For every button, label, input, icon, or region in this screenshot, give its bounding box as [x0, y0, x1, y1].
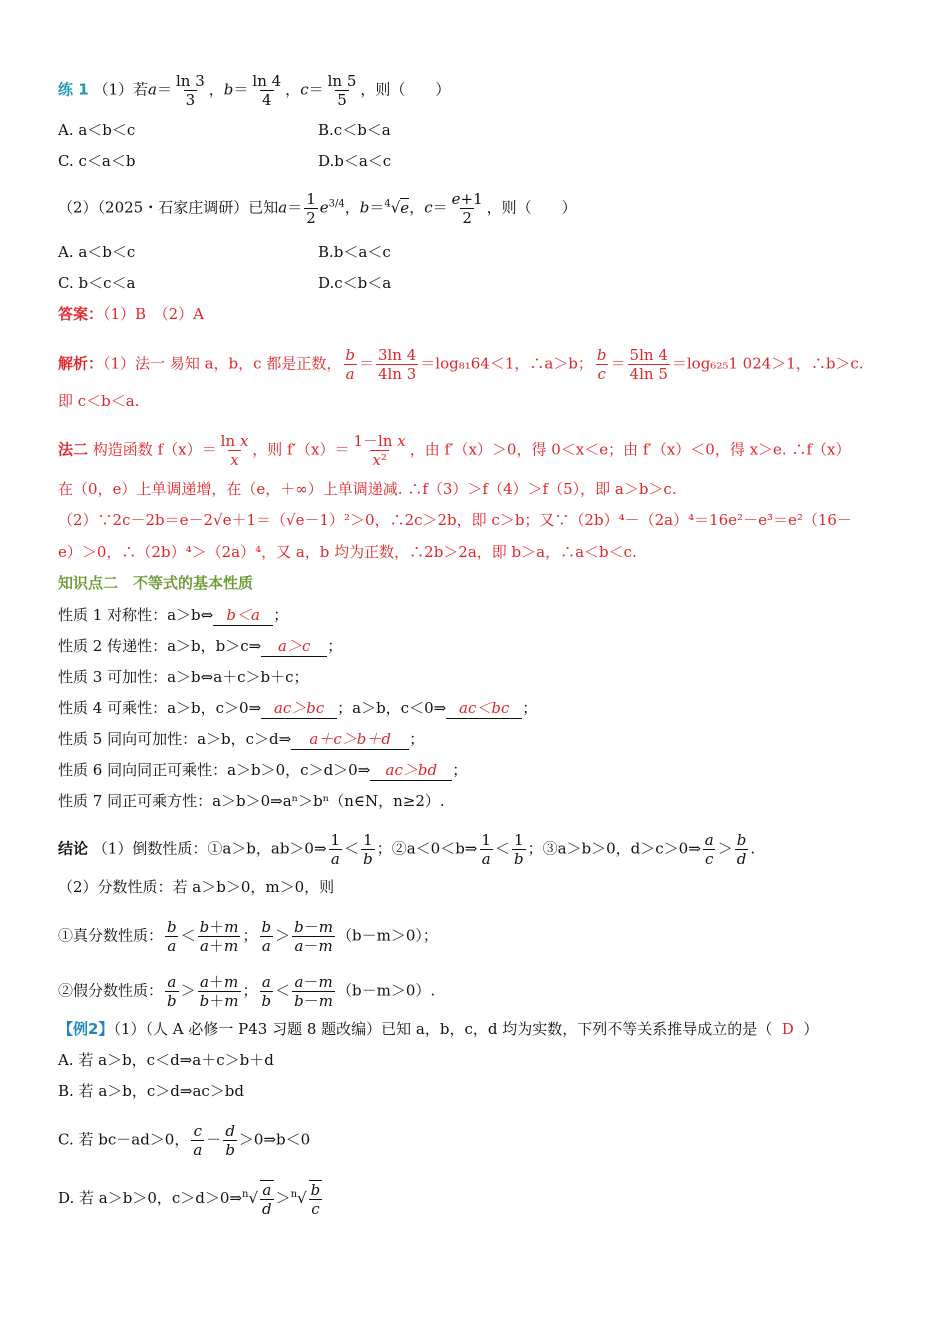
answer-line: 答案：（1）B （2）A	[58, 305, 204, 323]
example2-option-b: B. 若 a＞b，c＞d⇒ac＞bd	[58, 1082, 244, 1100]
q1-option-b: B.c＜b＜a	[318, 121, 391, 139]
example2-option-c: C. 若 bc－ad＞0， $\frac{c}{a}$ － $\frac{d}{b}$ ＞0⇒b＜0	[58, 1122, 311, 1159]
property-6: 性质 6 同向同正可乘性：a＞b＞0，c＞d＞0⇒ ac＞bd ；	[58, 761, 468, 779]
analysis-method1: 解析：（1）法一 易知 a，b，c 都是正数， $\frac{b}{a}$ ＝ $\frac{3\ln 4}{4\ln 3}$ ＝log₈₁64＜1，∴a＞b； $\frac{b}{c}$ ＝ $\frac{5\ln 4}{4\ln 5}$ ＝log₆₂₅1 024＞1，∴b＞c.	[58, 346, 864, 383]
frac-ln5: $\frac{\ln 5}{5}$	[327, 72, 357, 109]
example2-question: 【例2】（1）（人 A 必修一 P43 习题 8 题改编）已知 a，b，c，d 均为实数，下列不等关系推导成立的是（ D ）	[58, 1020, 819, 1038]
practice1-q2: （2）（2025・石家庄调研）已知a＝ $\frac{1}{2}$ $e^{3/4}$，b＝$^4$√e，c＝ $\frac{e+1}{2}$ ，则（ ）	[58, 190, 577, 227]
practice1-q1: 练 1 （1）若a＝ $\frac{\ln 3}{3}$ ，b＝ $\frac{\ln 4}{4}$ ，c＝ $\frac{\ln 5}{5}$ ，则（ ）	[58, 72, 451, 109]
analysis-m1-conclusion: 即 c＜b＜a.	[58, 392, 140, 410]
knowledge-title: 知识点二 不等式的基本性质	[58, 574, 254, 592]
conclusion-1: 结论 （1）倒数性质：①a＞b，ab＞0⇒ $\frac{1}{a}$ ＜ $\frac{1}{b}$ ；②a＜0＜b⇒ $\frac{1}{a}$ ＜ $\frac{1}{b}$ ；③a＞b＞0，d＞c＞0⇒ $\frac{a}{c}$ ＞ $\frac{b}{d}$ .	[58, 831, 756, 868]
q1-option-c: C. c＜a＜b	[58, 152, 136, 170]
analysis-m2-line2: 在（0，e）上单调递增，在（e，＋∞）上单调递减. ∴f（3）＞f（4）＞f（5），即 a＞b＞c.	[58, 480, 677, 498]
practice-label: 练 1	[58, 80, 89, 99]
q2-option-c: C. b＜c＜a	[58, 274, 136, 292]
q2-option-d: D.c＜b＜a	[318, 274, 392, 292]
q2-option-a: A. a＜b＜c	[58, 243, 136, 261]
frac-ln4: $\frac{\ln 4}{4}$	[252, 72, 282, 109]
analysis-part2-line2: e）＞0，∴（2b）⁴＞（2a）⁴，又 a，b 均为正数，∴2b＞2a，即 b＞a，∴a＜b＜c.	[58, 543, 637, 561]
example2-option-d: D. 若 a＞b＞0，c＞d＞0⇒$^n$√ $\frac{a}{d}$ ＞$^n$√ $\frac{b}{c}$	[58, 1181, 321, 1218]
q1-option-d: D.b＜a＜c	[318, 152, 392, 170]
property-2: 性质 2 传递性：a＞b，b＞c⇒ a＞c ；	[58, 637, 343, 655]
property-1: 性质 1 对称性：a＞b⇔ b＜a ；	[58, 606, 289, 624]
q2-option-b: B.b＜a＜c	[318, 243, 391, 261]
analysis-part2-line1: （2）∵2c－2b＝e－2√e＋1＝（√e－1）²＞0，∴2c＞2b，即 c＞b；又∵（2b）⁴－（2a）⁴＝16e²－e³＝e²（16－	[58, 511, 852, 529]
property-3: 性质 3 可加性：a＞b⇔a＋c＞b＋c；	[58, 668, 309, 686]
frac-ln3: $\frac{\ln 3}{3}$	[175, 72, 205, 109]
property-5: 性质 5 同向可加性：a＞b，c＞d⇒ a＋c＞b＋d ；	[58, 730, 425, 748]
analysis-method2: 法二 构造函数 f（x）＝ $\frac{\text{ln x}}{x}$ ，则 f′（x）＝ $\frac{\text{1－ln x}}{\text{x²}}$ ，由 f′（x）＞0，得 0＜x＜e；由 f′（x）＜0，得 x＞e. ∴f（x）	[58, 432, 851, 469]
q1-option-a: A. a＜b＜c	[58, 121, 136, 139]
property-4: 性质 4 可乘性：a＞b，c＞0⇒ ac＞bc ；a＞b，c＜0⇒ ac＜bc ；	[58, 699, 538, 717]
property-7: 性质 7 同正可乘方性：a＞b＞0⇒aⁿ＞bⁿ（n∈N，n≥2）.	[58, 792, 445, 810]
conclusion-2-2: ②假分数性质： $\frac{a}{b}$ ＞ $\frac{a+m}{b+m}$ ； $\frac{a}{b}$ ＜ $\frac{a-m}{b-m}$ （b－m＞0）.	[58, 973, 436, 1010]
conclusion-2-1: ①真分数性质： $\frac{b}{a}$ ＜ $\frac{b+m}{a+m}$ ； $\frac{b}{a}$ ＞ $\frac{b-m}{a-m}$ （b－m＞0）；	[58, 918, 438, 955]
q1-prefix: （1）若	[93, 80, 148, 99]
example2-option-a: A. 若 a＞b，c＜d⇒a＋c＞b＋d	[58, 1051, 274, 1069]
conclusion-2: （2）分数性质：若 a＞b＞0，m＞0，则	[58, 878, 335, 896]
